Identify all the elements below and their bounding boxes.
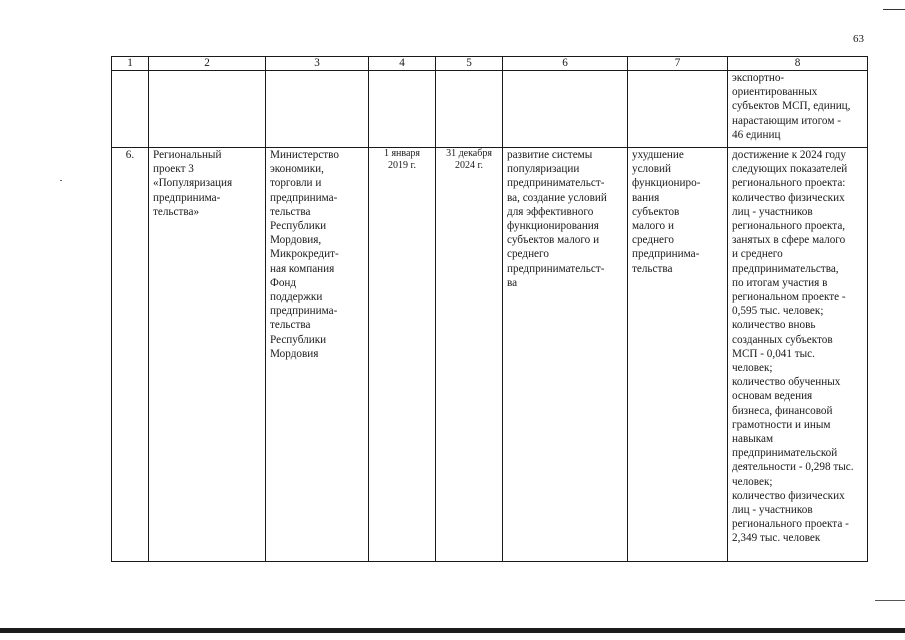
table-cell [266,71,369,148]
table-cell [503,71,628,148]
table-cell [266,148,369,562]
table-row-continuation [112,71,868,148]
column-header: 8 [728,57,868,71]
table-row [112,148,868,562]
continuation-indicators-text: экспортно- ориентированных субъектов МСП, единиц, нарастающим итогом - 46 единиц [732,72,851,141]
table-cell [728,71,868,148]
expected-result: развитие системы популяризации предпринимательст- ва, создание условий для эффективного функционирования субъектов малого и среднего предпринимательст- ва [507,149,607,289]
column-header: 6 [503,57,628,71]
column-header: 2 [149,57,266,71]
page-number: 63 [853,33,864,45]
table-cell [112,71,149,148]
table-cell [628,148,728,562]
column-header: 5 [436,57,503,71]
table-cell [369,148,436,562]
table-cell [436,148,503,562]
table-cell [628,71,728,148]
column-header: 3 [266,57,369,71]
end-date: 31 декабря 2024 г. [446,148,492,171]
column-header: 1 [112,57,149,71]
scan-edge [0,628,905,633]
indicators-text: достижение к 2024 году следующих показателей регионального проекта: количество физических лиц - участников регионального проекта, занятых в сфере малого и среднего предпринимательства, по итогам участия в региональном проекте - 0,595 тыс. человек; количество вновь созданных субъектов МСП - 0,041 тыс. человек; количество обученных основам ведения бизнеса, финансовой грамотности и иным навыкам предпринимательской деятельности - 0,298 тыс. человек; количество физических лиц - участников регионального проекта - 2,349 тыс. человек [732,149,854,545]
start-date: 1 января 2019 г. [383,148,421,171]
table-cell [369,71,436,148]
scan-artifact [60,180,62,181]
scan-artifact [875,600,905,601]
table-cell [112,148,149,562]
row-number: 6. [125,149,135,161]
consequence-text: ухудшение условий функциониро- вания субъектов малого и среднего предпринима- тельства [632,149,701,275]
scan-mark-top [883,9,905,10]
table-cell [728,148,868,562]
table-cell [436,71,503,148]
table-cell [149,148,266,562]
column-header: 7 [628,57,728,71]
table-cell [503,148,628,562]
executor-name: Министерство экономики, торговли и предпринима- тельства Республики Мордовия, Микрокредит- ная компания Фонд поддержки предпринима- тельства Республики Мордовия [270,149,339,360]
table-cell [149,71,266,148]
measures-table [111,56,868,562]
column-header: 4 [369,57,436,71]
project-name: Региональный проект 3 «Популяризация предпринима- тельства» [153,149,233,218]
table-header-row [112,57,868,71]
